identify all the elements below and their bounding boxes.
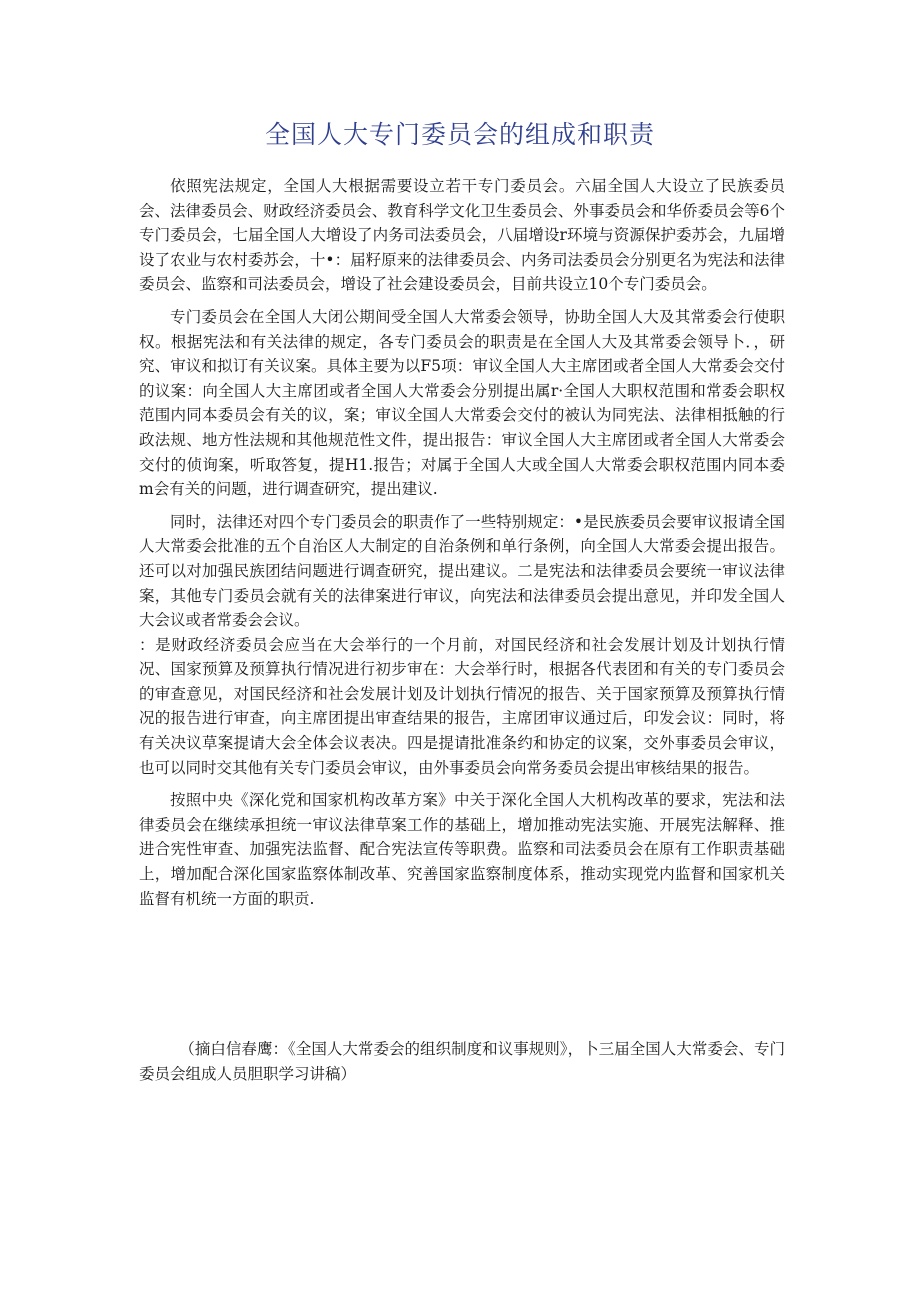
- paragraph-5: 按照中央《深化党和国家机构改革方案》中关于深化全国人大机构改革的要求，宪法和法律委员会在继续承担统一审议法律草案工作的基础上，增加推动宪法实施、开展宪法解释、推进合宪性审查、加强宪法监督、配合宪法宣传等职费。监察和司法委员会在原有工作职责基础上，增加配合深化国家监察体制改革、究善国家监察制度体系，推动实现党内监督和国家机关监督有机统一方面的职贡.: [139, 791, 785, 908]
- paragraph-3: 同时，法律还对四个专门委员会的职责作了一些特别规定：•是民族委员会要审议报请全国人大常委会批准的五个自治区人大制定的自治条例和单行条例，向全国人大常委会提出报告。还可以对加强民族团结问题进行调查研究，提出建议。二是宪法和法律委员会要统一审议法律案，其他专门委员会就有关的法律案进行审议，向宪法和法律委员会提出意见，并印发全国人大会议或者常委会会议。: [139, 512, 785, 630]
- paragraph-2: 专门委员会在全国人大闭公期间受全国人大常委会领导，协助全国人大及其常委会行使职权。根据宪法和有关法律的规定，各专门委员会的职责是在全国人大及其常委会领导卜．，研究、审议和拟订有关议案。具体主要为以F5项：审议全国人大主席团或者全国人大常委会交付的议案：向全国人大主席团或者全国人大常委会分别提出属r·全国人大职权范围和常委会职权范围内同本委员会有关的议，案；审议全国人大常委会交付的被认为同宪法、法律相抵触的行政法规、地方性法规和其他规范性文件，提出报告：审议全国人大主席团或者全国人大常委会交付的侦询案，听取答复，提H1.报告；对属于全国人大或全国人大常委会职权范围内同本委m会有关的问题，进行调查研究，提出建议.: [139, 307, 785, 499]
- document-body: [139, 174, 785, 911]
- document-title: 全国人大专门委员会的组成和职责: [264, 120, 655, 149]
- source-note: （摘白信春鹰：《全国人大常委会的组织制度和议事规则》，卜三届全国人大常委会、专门委员会组成人员胆职学习讲稿）: [139, 1040, 785, 1083]
- paragraph-4: ：是财政经济委员会应当在大会举行的一个月前，对国民经济和社会发展计划及计划执行情况、国家预算及预算执行情况进行初步审在：大会举行时，根据各代表团和有关的专门委员会的审查意见，对国民经济和社会发展计划及计划执行情况的报告、关于国家预算及预算执行情况的报告进行审查，向主席团提出审查结果的报告，主席团审议通过后，印发会议：同时，将有关决议草案提请大会全体会议表决。四是提请批准条约和协定的议案，交外事委员会审议，也可以同时交其他有关专门委员会审议，由外事委员会向常务委员会提出审核结果的报告。: [139, 635, 785, 777]
- paragraph-1: 依照宪法规定，全国人大根据需要设立若干专门委员会。六届全国人大设立了民族委员会、法律委员会、财政经济委员会、教育科学文化卫生委员会、外事委员会和华侨委员会等6个专门委员会，七届全国人大增设了内务司法委员会，八届增设r环境与资源保护委苏会，九届增设了农业与农村委苏会，十•：届籽原来的法律委员会、内务司法委员会分别更名为宪法和法律委员会、监察和司法委员会，增设了社会建设委员会，目前共设立10个专门委员会。: [139, 177, 785, 294]
